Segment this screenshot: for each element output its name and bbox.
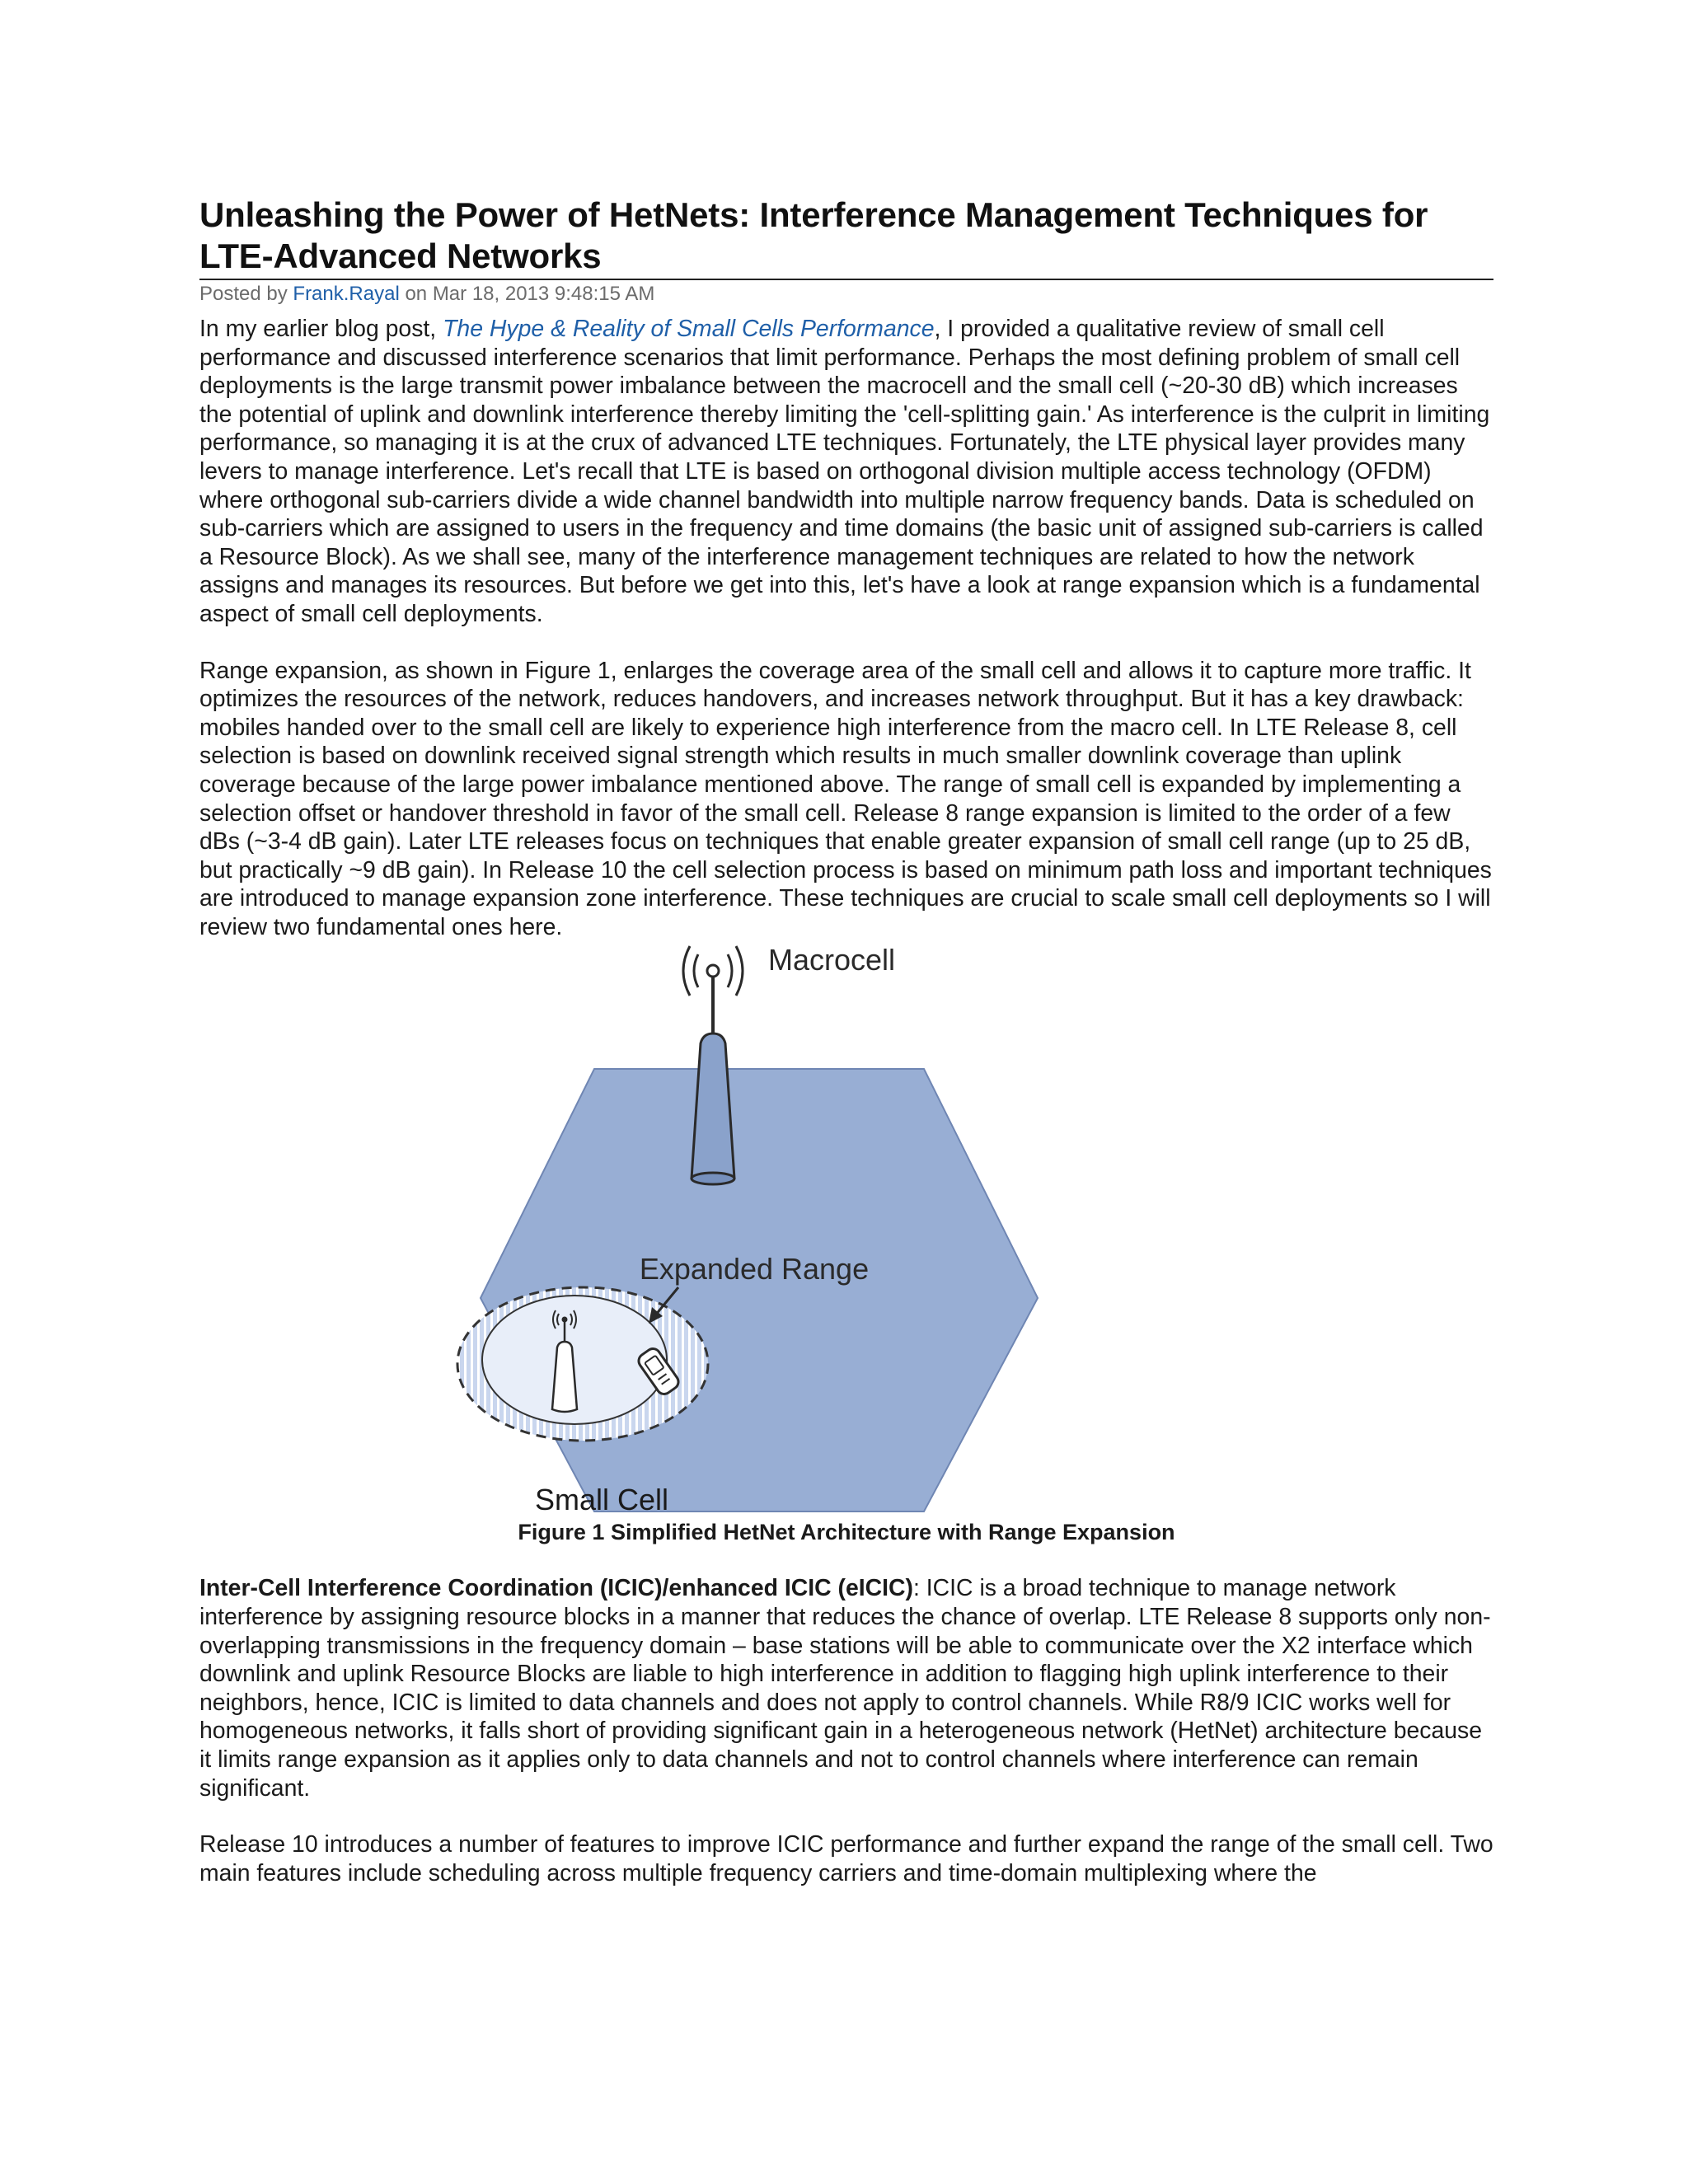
paragraph-intro-lead: In my earlier blog post, [199,316,443,342]
small-cell-label: Small Cell [535,1483,669,1517]
icic-heading: Inter-Cell Interference Coordination (ICIC)/enhanced ICIC (eICIC) [199,1575,913,1602]
post-date: on Mar 18, 2013 9:48:15 AM [405,283,655,305]
posted-by-label: Posted by [199,283,288,305]
author-link[interactable]: Frank.Rayal [293,283,400,305]
paragraph-intro [199,315,1493,629]
paragraph-intro-rest: , I provided a qualitative review of small cell performance and discussed interference scenarios that limit performance. Perhaps the most defining problem of small cell deployments is the large transmit power imbalance between the macrocell and the small cell (~20-30 dB) which increases the potential of uplink and downlink interference thereby limiting the 'cell-splitting gain.' As interference is the culprit in limiting performance, so managing it is at the crux of advanced LTE techniques. Fortunately, the LTE physical layer provides many levers to manage interference. Let's recall that LTE is based on orthogonal division multiple access technology (OFDM) where orthogonal sub-carriers divide a wide channel bandwidth into multiple narrow frequency bands. Data is scheduled on sub-carriers which are assigned to users in the frequency and time domains (the basic unit of assigned sub-carriers is called a Resource Block). As we shall see, many of the interference management techniques are related to how the network assigns and manages its resources. But before we get into this, let's have a look at range expansion which is a fundamental aspect of small cell deployments. [199,316,1490,627]
hetnet-diagram [451,941,1077,1518]
paragraph-icic-rest: : ICIC is a broad technique to manage network interference by assigning resource blocks in a manner that reduces the chance of overlap. LTE Release 8 supports only non-overlapping transmissions in the frequency domain – base stations will be able to communicate over the X2 interface which downlink and uplink Resource Blocks are liable to high interference in addition to flagging high uplink interference to their neighbors, hence, ICIC is limited to data channels and does not apply to control channels. While R8/9 ICIC works well for homogeneous networks, it falls short of providing significant gain in a heterogeneous network (HetNet) architecture because it limits range expansion as it applies only to data channels and not to control channels where interference can remain significant. [199,1575,1491,1802]
figure-hetnet [451,941,1077,1518]
title-divider [199,279,1493,280]
earlier-post-link[interactable]: The Hype & Reality of Small Cells Performance [443,316,935,342]
paragraph-range-expansion: Range expansion, as shown in Figure 1, enlarges the coverage area of the small cell and allows it to capture more traffic. It optimizes the resources of the network, reduces handovers, and increases network throughput. But it has a key drawback: mobiles handed over to the small cell are likely to experience high interference from the macro cell. In LTE Release 8, cell selection is based on downlink received signal strength which results in much smaller downlink coverage than uplink coverage because of the large power imbalance mentioned above. The range of small cell is expanded by implementing a selection offset or handover threshold in favor of the small cell. Release 8 range expansion is limited to the order of a few dBs (~3-4 dB gain). Later LTE releases focus on techniques that enable greater expansion of small cell range (up to 25 dB, but practically ~9 dB gain). In Release 10 the cell selection process is based on minimum path loss and important techniques are introduced to manage expansion zone interference. These techniques are crucial to scale small cell deployments so I will review two fundamental ones here. [199,657,1492,940]
paragraph-release-10: Release 10 introduces a number of features to improve ICIC performance and further expand the range of the small cell. Two main features include scheduling across multiple frequency carriers and time-domain multiplexing where the [199,1831,1493,1886]
article-title: Unleashing the Power of HetNets: Interference Management Techniques for LTE-Advanced Networks [199,195,1428,275]
expanded-range-label: Expanded Range [639,1252,870,1286]
article [199,194,1493,1887]
post-meta [199,282,1493,307]
macrocell-label: Macrocell [768,943,896,977]
paragraph-icic [199,1574,1493,1802]
figure-caption: Figure 1 Simplified HetNet Architecture with Range Expansion [518,1520,1175,1545]
